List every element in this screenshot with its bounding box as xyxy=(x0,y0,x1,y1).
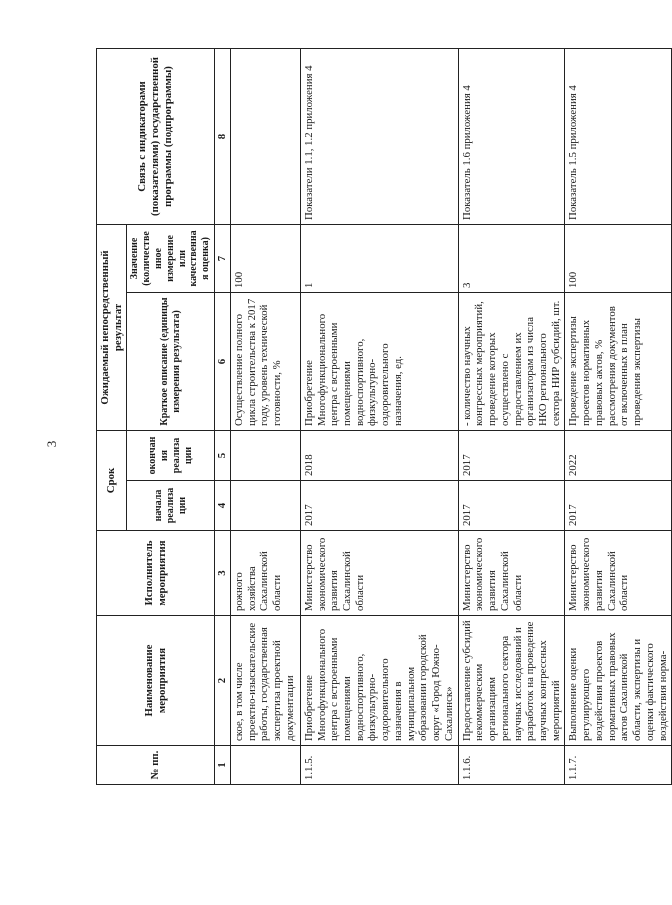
row-value: 3 xyxy=(458,224,565,292)
action-plan-table xyxy=(96,48,672,785)
header-row-1 xyxy=(97,48,127,784)
row-end: 2018 xyxy=(300,430,458,480)
row-num: 1.1.7. xyxy=(565,746,672,785)
column-number: 4 xyxy=(215,481,231,531)
column-number: 7 xyxy=(215,224,231,292)
header-result: Ожидаемый непосредственный результат xyxy=(97,224,127,430)
row-link: Показатель 1.6 приложения 4 xyxy=(458,48,565,224)
header-name: Наименование мероприятия xyxy=(97,616,215,746)
row-desc: - количество научных конгрессных мероприятий, проведение которых осуществлено с предоставлением их организаторам из числа НКО регионального сектора НИР субсидий, шт. xyxy=(458,292,565,430)
column-number: 1 xyxy=(215,746,231,785)
rotated-table-wrapper xyxy=(96,49,669,785)
row-num: 1.1.6. xyxy=(458,746,565,785)
row-link: Показатель 1.5 приложения 4 xyxy=(565,48,672,224)
row-start: 2017 xyxy=(565,481,672,531)
row-start: 2017 xyxy=(458,481,565,531)
row-desc: Осуществление полного цикла строительства к 2017 году, уровень технической готовности, % xyxy=(230,292,300,430)
row-executor: Министерство экономического развития Сахалинской области xyxy=(458,531,565,616)
row-value: 100 xyxy=(565,224,672,292)
row-end: 2022 xyxy=(565,430,672,480)
header-term-start: начала реализации xyxy=(127,481,215,531)
column-number: 8 xyxy=(215,48,231,224)
header-link: Связь с индикаторами (показателями) государственной программы (подпрограммы) xyxy=(97,48,215,224)
row-value: 100 xyxy=(230,224,300,292)
row-name: Предоставление субсидий некоммерческим организациям регионального сектора научных исследований и разработок на проведение научных конгрессных мероприятий xyxy=(458,616,565,746)
row-link xyxy=(230,48,300,224)
table-row xyxy=(458,48,565,784)
row-desc: Приобретение Многофункционального центра с встроенными помещениями водноспортивного, физкультурно-оздоровительного назначения, ед. xyxy=(300,292,458,430)
row-num: 1.1.5. xyxy=(300,746,458,785)
header-executor: Исполнитель мероприятия xyxy=(97,531,215,616)
table-row xyxy=(300,48,458,784)
row-num xyxy=(230,746,300,785)
row-start xyxy=(230,481,300,531)
row-name: Выполнение оценки регулирующего воздействия проектов нормативных правовых актов Сахалинской области, экспертизы и оценки фактического воздействия норма- xyxy=(565,616,672,746)
row-name: ское, в том числе проектно-изыскательские работы, государственная экспертиза проектной документации xyxy=(230,616,300,746)
row-end: 2017 xyxy=(458,430,565,480)
column-numbers-row xyxy=(215,48,231,784)
row-desc: Проведение экспертизы проектов нормативных правовых актов, % рассмотрения документов от включенных в план проведения экспертизы xyxy=(565,292,672,430)
column-number: 3 xyxy=(215,531,231,616)
column-number: 6 xyxy=(215,292,231,430)
column-number: 5 xyxy=(215,430,231,480)
row-executor: Министерство экономического развития Сахалинской области xyxy=(300,531,458,616)
row-executor: Министерство экономического развития Сахалинской области xyxy=(565,531,672,616)
header-term: Срок xyxy=(97,430,127,530)
header-result-desc: Краткое описание (единицы измерения результата) xyxy=(127,292,215,430)
row-name: Приобретение Многофункционального центра с встроенными помещениями водноспортивного, физкультурно-оздоровительного назначения в муниципальном образовании городской округ «Город Южно-Сахалинск» xyxy=(300,616,458,746)
header-term-end: окончания реализации xyxy=(127,430,215,480)
column-number: 2 xyxy=(215,616,231,746)
row-link: Показатели 1.1, 1.2 приложения 4 xyxy=(300,48,458,224)
row-start: 2017 xyxy=(300,481,458,531)
table-row xyxy=(230,48,300,784)
row-value: 1 xyxy=(300,224,458,292)
header-num: № пп. xyxy=(97,746,215,785)
header-result-value: Значение (количественное измерение или качественная оценка) xyxy=(127,224,215,292)
page-number: 3 xyxy=(44,440,59,448)
row-end xyxy=(230,430,300,480)
row-executor: рожного хозяйства Сахалинской области xyxy=(230,531,300,616)
table-row xyxy=(565,48,672,784)
